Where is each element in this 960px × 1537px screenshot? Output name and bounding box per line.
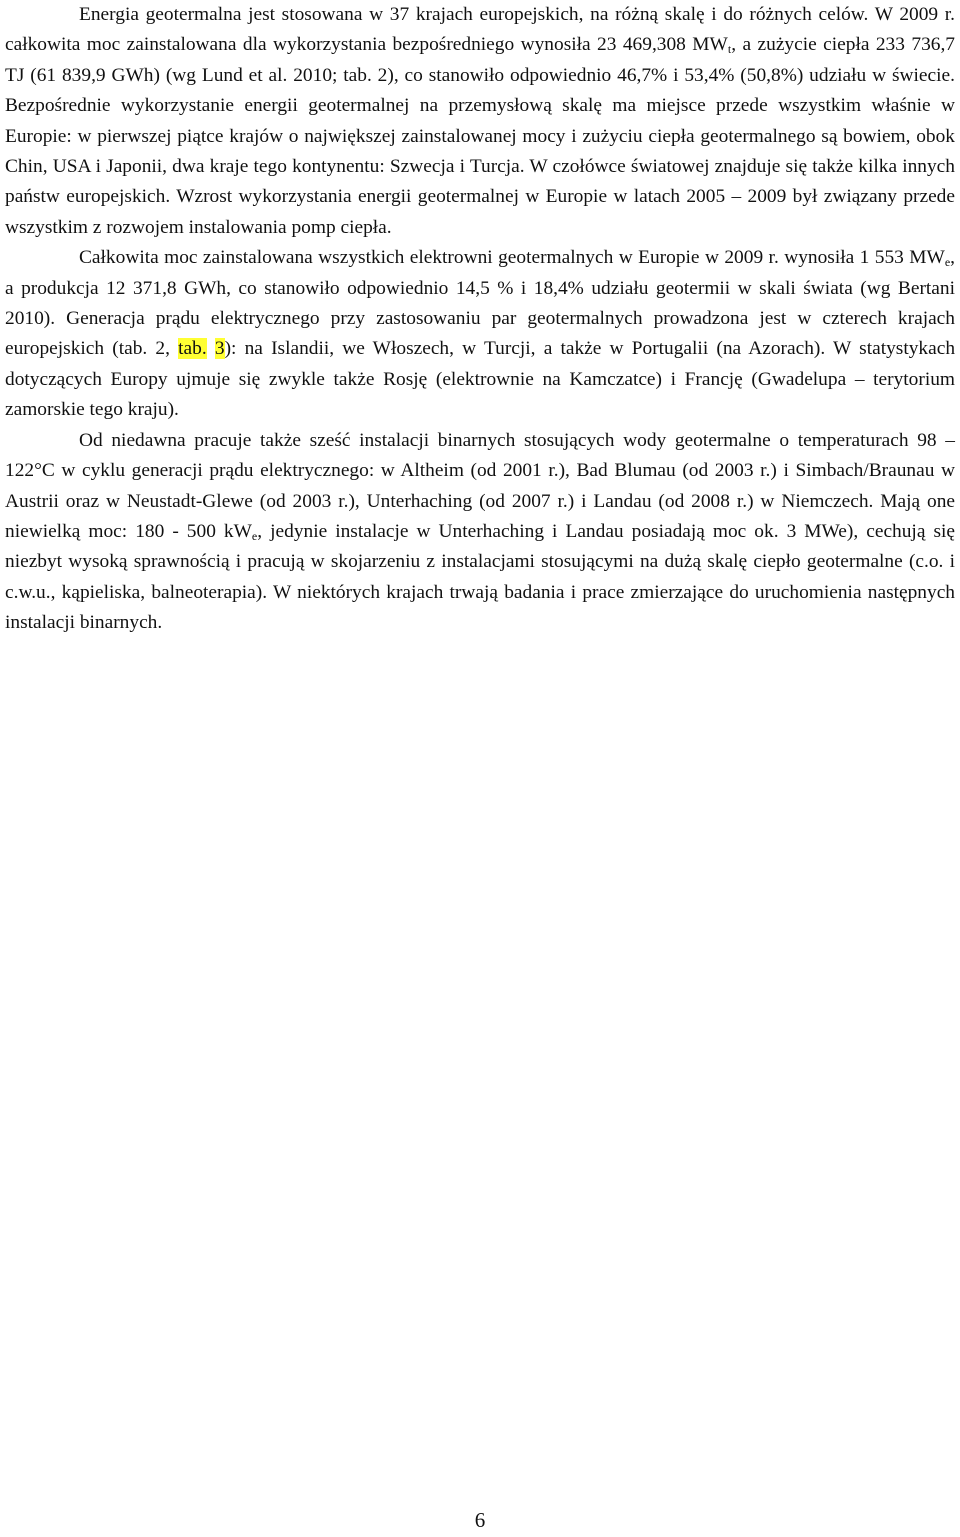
paragraph-text: Energia geotermalna jest stosowana w 37 krajach europejskich, na różną skalę i do różnych celów. W 2009 r. całkowita moc zainstalowana dla wykorzystania bezpośredniego wynosiła 23 469,308 MW [5,4,955,56]
paragraph-direct-use [5,0,955,243]
subscript: e [251,528,258,543]
paragraph-text [207,338,215,359]
subscript: t [727,42,732,57]
paragraph-text: Od niedawna pracuje także sześć instalacji binarnych stosujących wody geotermalne o temperaturach 98 – 122°C w cyklu generacji prądu elektrycznego: w Altheim (od 2001 r.), Bad Blumau (od 2003 r.) i Simbach/Braunau w Austrii oraz w Neustadt-Glewe (od 2003 r.), Unterhaching (od 2007 r.) i Landau (od 2008 r.) w Niemczech. Mają one niewielką moc: 180 - 500 kW [5,429,955,542]
paragraph-text: , a produkcja 12 371,8 GWh, co stanowiło odpowiednio 14,5 % i 18,4% udziału geotermii w skali świata (wg Bertani 2010). Generacja prądu elektrycznego przy zastosowaniu par geotermalnych prowadzona jest w czterech krajach europejskich (tab. 2, [5,247,955,360]
paragraph-text: , a zużycie ciepła 233 736,7 TJ (61 839,9 GWh) (wg Lund et al. 2010; tab. 2), co stanowiło odpowiednio 46,7% i 53,4% (50,8%) udziału w świecie. Bezpośrednie wykorzystanie energii geotermalnej na przemysłową skalę ma miejsce przede wszystkim właśnie w Europie: w pierwszej piątce krajów o największej zainstalowanej mocy i zużyciu ciepła geotermalnego są bowiem, obok Chin, USA i Japonii, dwa kraje tego kontynentu: Szwecja i Turcja. W czołówce światowej znajduje się także kilka innych państw europejskich. Wzrost wykorzystania energii geotermalnej w Europie w latach 2005 – 2009 był związany przede wszystkim z rozwojem instalowania pomp ciepła. [5,34,956,238]
paragraph-electricity [5,243,955,425]
highlighted-text: tab. [178,338,207,360]
paragraph-text: Całkowita moc zainstalowana wszystkich elektrowni geotermalnych w Europie w 2009 r. wynosiła 1 553 MW [79,247,945,269]
highlighted-text: 3 [214,338,225,360]
paragraph-text: ): na Islandii, we Włoszech, w Turcji, a także w Portugalii (na Azorach). W statystykach dotyczących Europy ujmuje się zwykle także Rosję (elektrownie na Kamczatce) i Francję (Gwadelupa – terytorium zamorskie tego kraju). [5,338,956,421]
subscript: e [944,255,951,270]
page-number: 6 [474,1508,486,1532]
paragraph-binary-plants [5,426,955,639]
paragraph-text: , jedynie instalacje w Unterhaching i Landau posiadają moc ok. 3 MWe), cechują się niezbyt wysoką sprawnością i pracują w skojarzeniu z instalacjami stosującymi na dużą skalę ciepło geotermalne (c.o. i c.w.u., kąpieliska, balneoterapia). W niektórych krajach trwają badania i prace zmierzające do uruchomienia następnych instalacji binarnych. [5,520,955,634]
document-body [5,0,955,639]
